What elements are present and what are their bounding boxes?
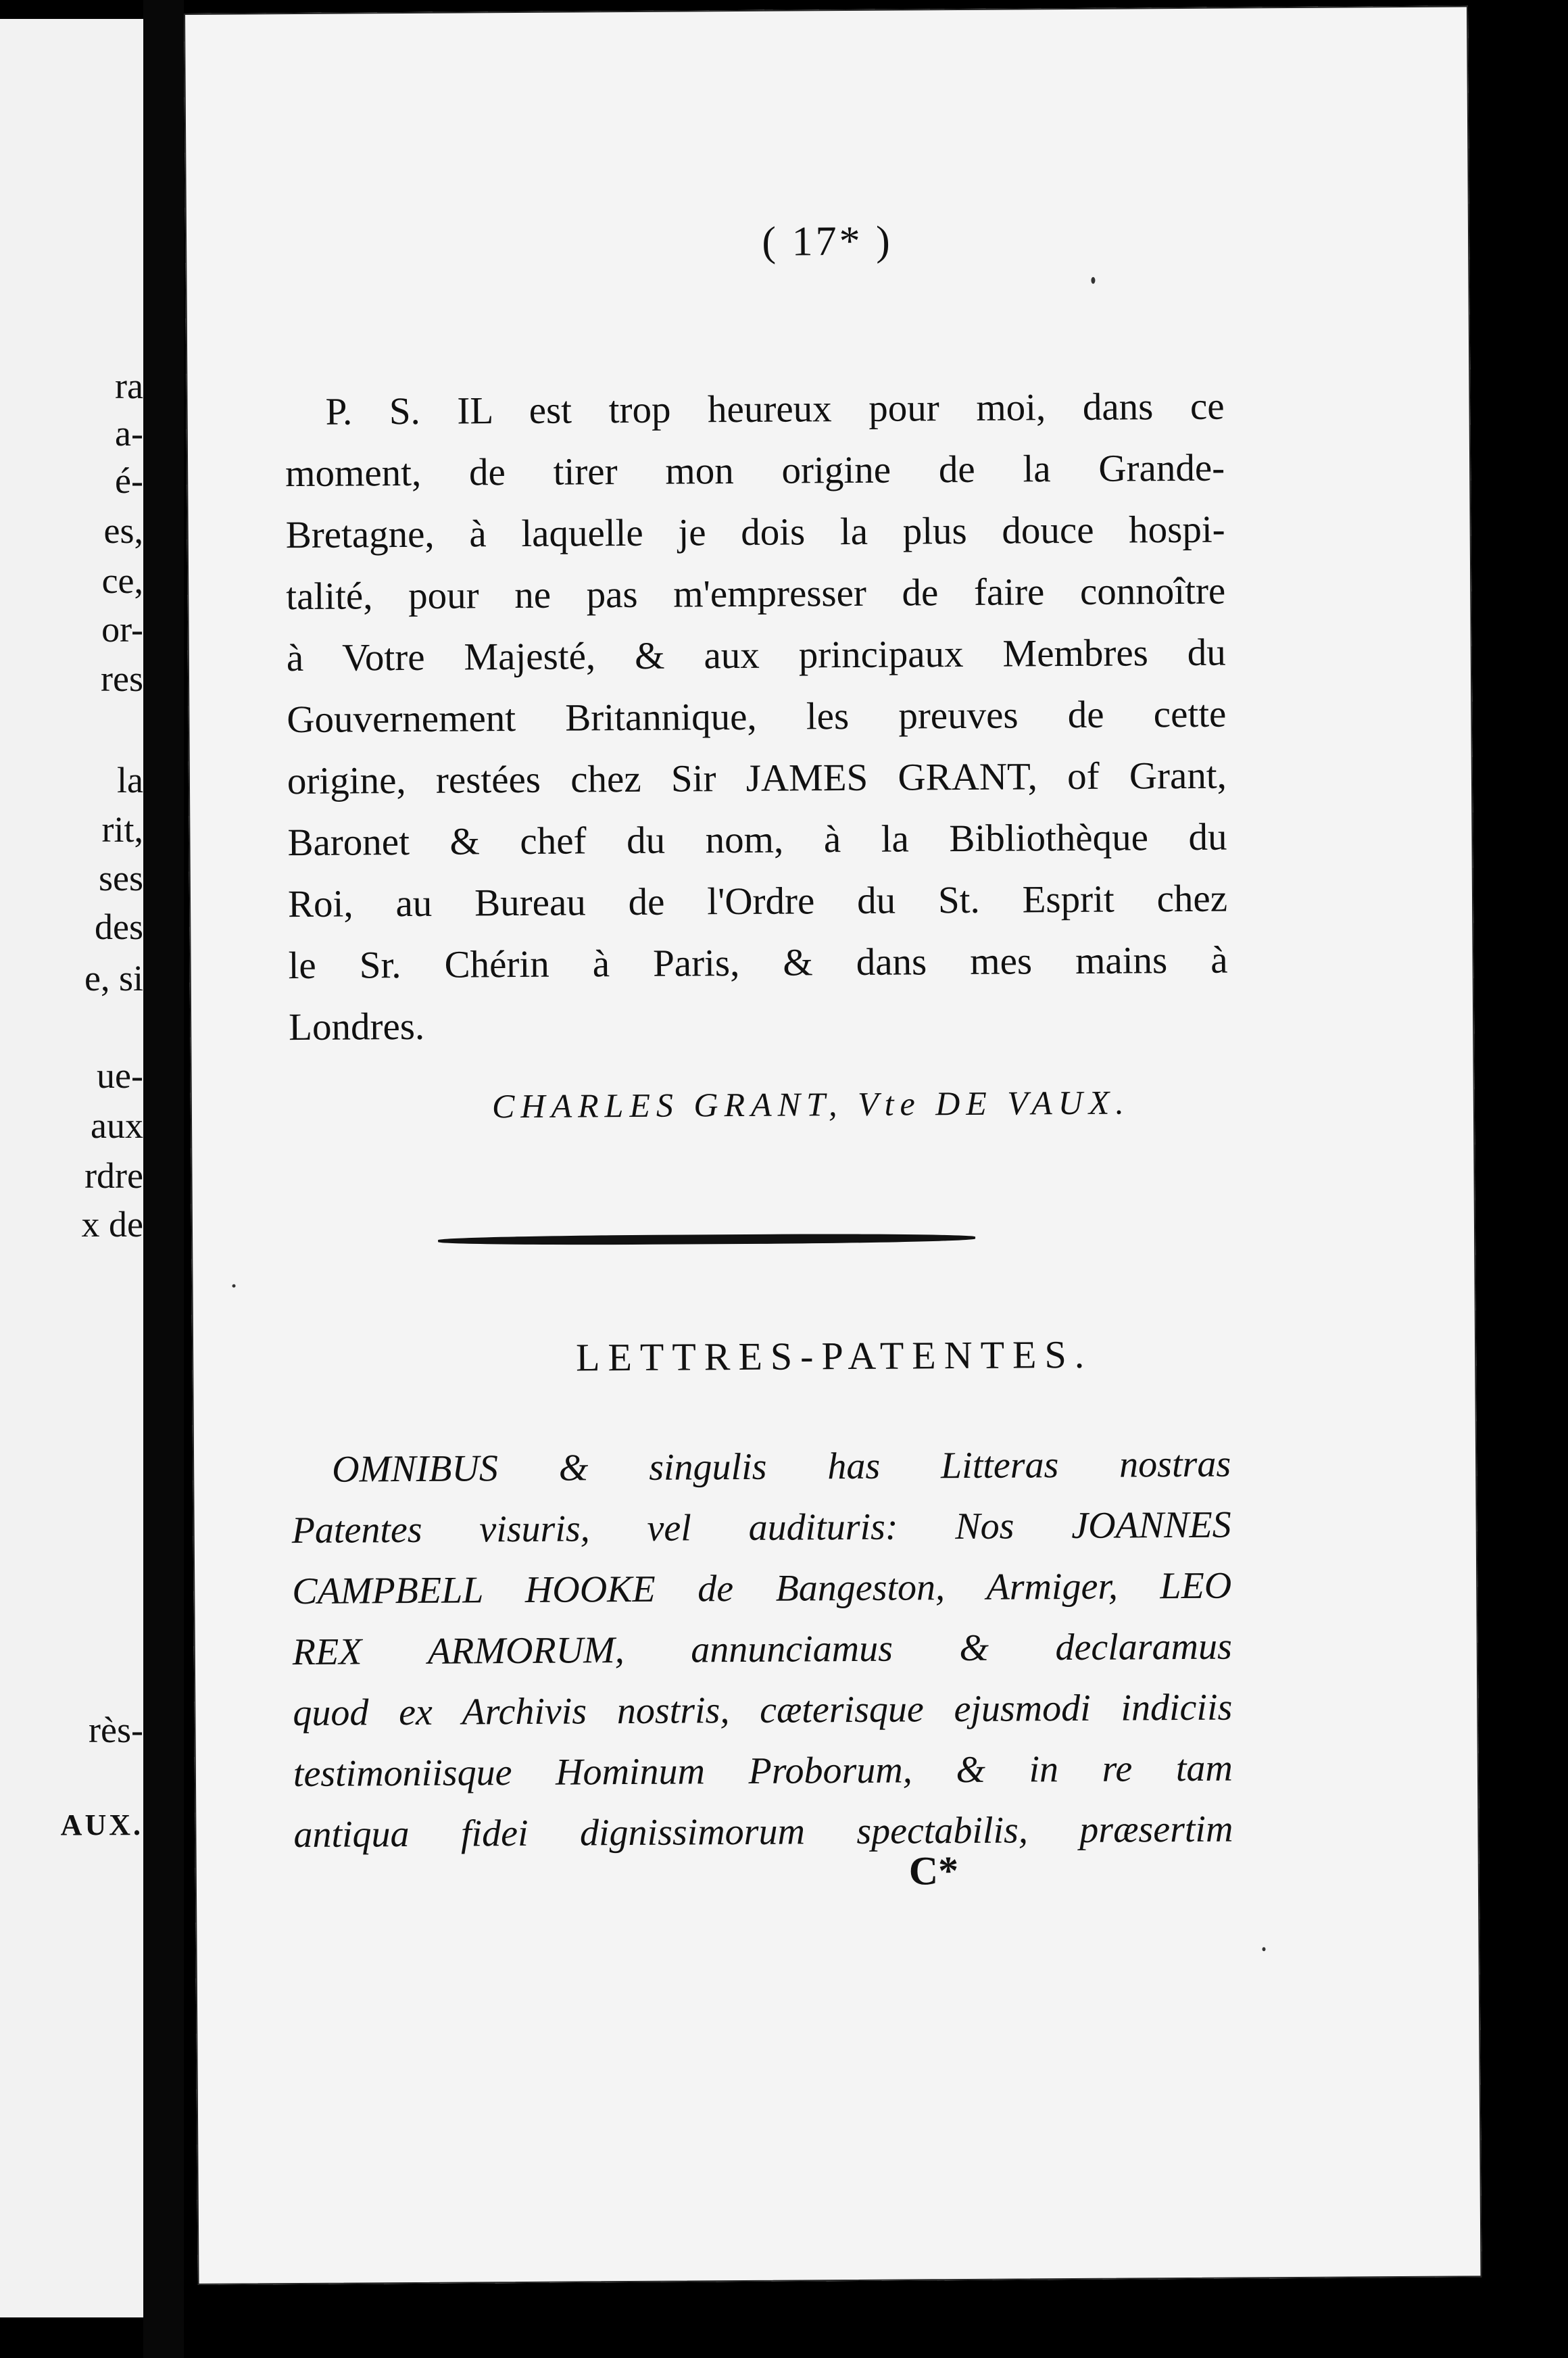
text-line: talité, pour ne pas m'empresser de faire connoître: [286, 569, 1226, 619]
facing-fragment: des: [95, 907, 143, 947]
facing-fragment: rès-: [89, 1710, 143, 1750]
catchword: C*: [908, 1848, 959, 1894]
facing-fragment: e, si: [84, 958, 143, 998]
facing-fragment: ra: [115, 366, 143, 406]
text-line: P. S. IL est trop heureux pour moi, dans ce: [325, 385, 1225, 433]
text-line: quod ex Archivis nostris, cæterisque ejusmodi indiciis: [293, 1686, 1233, 1735]
facing-fragment: rit,: [101, 809, 143, 850]
facing-fragment: la: [117, 760, 143, 800]
text-line: OMNIBUS & singulis has Litteras nostras: [331, 1443, 1231, 1491]
page-number: ( 17* ): [762, 218, 893, 265]
text-line: Gouvernement Britannique, les preuves de cette: [287, 692, 1227, 742]
facing-page: [0, 19, 147, 2317]
text-line: à Votre Majesté, & aux principaux Membres du: [286, 631, 1226, 680]
text-line: origine, restées chez Sir JAMES GRANT, of Grant,: [287, 754, 1227, 803]
signature: CHARLES GRANT, Vte DE VAUX.: [491, 1083, 1131, 1126]
paper-speck: [232, 1284, 235, 1288]
text-line: Baronet & chef du nom, à la Bibliothèque du: [287, 815, 1227, 865]
section-heading: LETTRES-PATENTES.: [575, 1332, 1093, 1380]
ornamental-rule: [438, 1233, 975, 1246]
facing-fragment: a-: [115, 413, 143, 454]
text-line: Roi, au Bureau de l'Ordre du St. Esprit chez: [287, 877, 1228, 926]
book-gutter: [143, 0, 184, 2358]
facing-fragment: aux: [91, 1105, 143, 1146]
facing-fragment: es,: [103, 510, 143, 551]
facing-fragment: rdre: [84, 1155, 143, 1196]
text-line: Bretagne, à laquelle je dois la plus douce hospi-: [285, 508, 1225, 557]
facing-fragment: x de: [81, 1204, 143, 1245]
paper-speck: [1263, 1947, 1266, 1951]
facing-fragment: ce,: [101, 560, 143, 601]
text-line: Londres.: [288, 1005, 425, 1049]
text-line: REX ARMORUM, annunciamus & declaramus: [292, 1625, 1232, 1674]
facing-fragment: res: [101, 658, 143, 699]
paper-speck: [1091, 277, 1095, 284]
text-line: moment, de tirer mon origine de la Grande-: [285, 446, 1225, 496]
facing-fragment: AUX.: [60, 1808, 143, 1842]
text-line: Patentes visuris, vel audituris: Nos JOANNES: [291, 1503, 1231, 1552]
facing-fragment: or-: [101, 609, 143, 650]
text-line: CAMPBELL HOOKE de Bangeston, Armiger, LEO: [292, 1564, 1232, 1613]
facing-fragment: ses: [99, 858, 143, 898]
facing-fragment: é-: [115, 460, 143, 501]
text-line: le Sr. Chérin à Paris, & dans mes mains à: [288, 938, 1228, 988]
postscript-paragraph: [285, 383, 1228, 1049]
text-line: antiqua fidei dignissimorum spectabilis, præsertim: [293, 1808, 1233, 1856]
latin-paragraph: [291, 1441, 1233, 1856]
book-page: [184, 5, 1481, 2285]
facing-fragment: ue-: [97, 1055, 143, 1096]
text-line: testimoniisque Hominum Proborum, & in re tam: [293, 1747, 1233, 1796]
